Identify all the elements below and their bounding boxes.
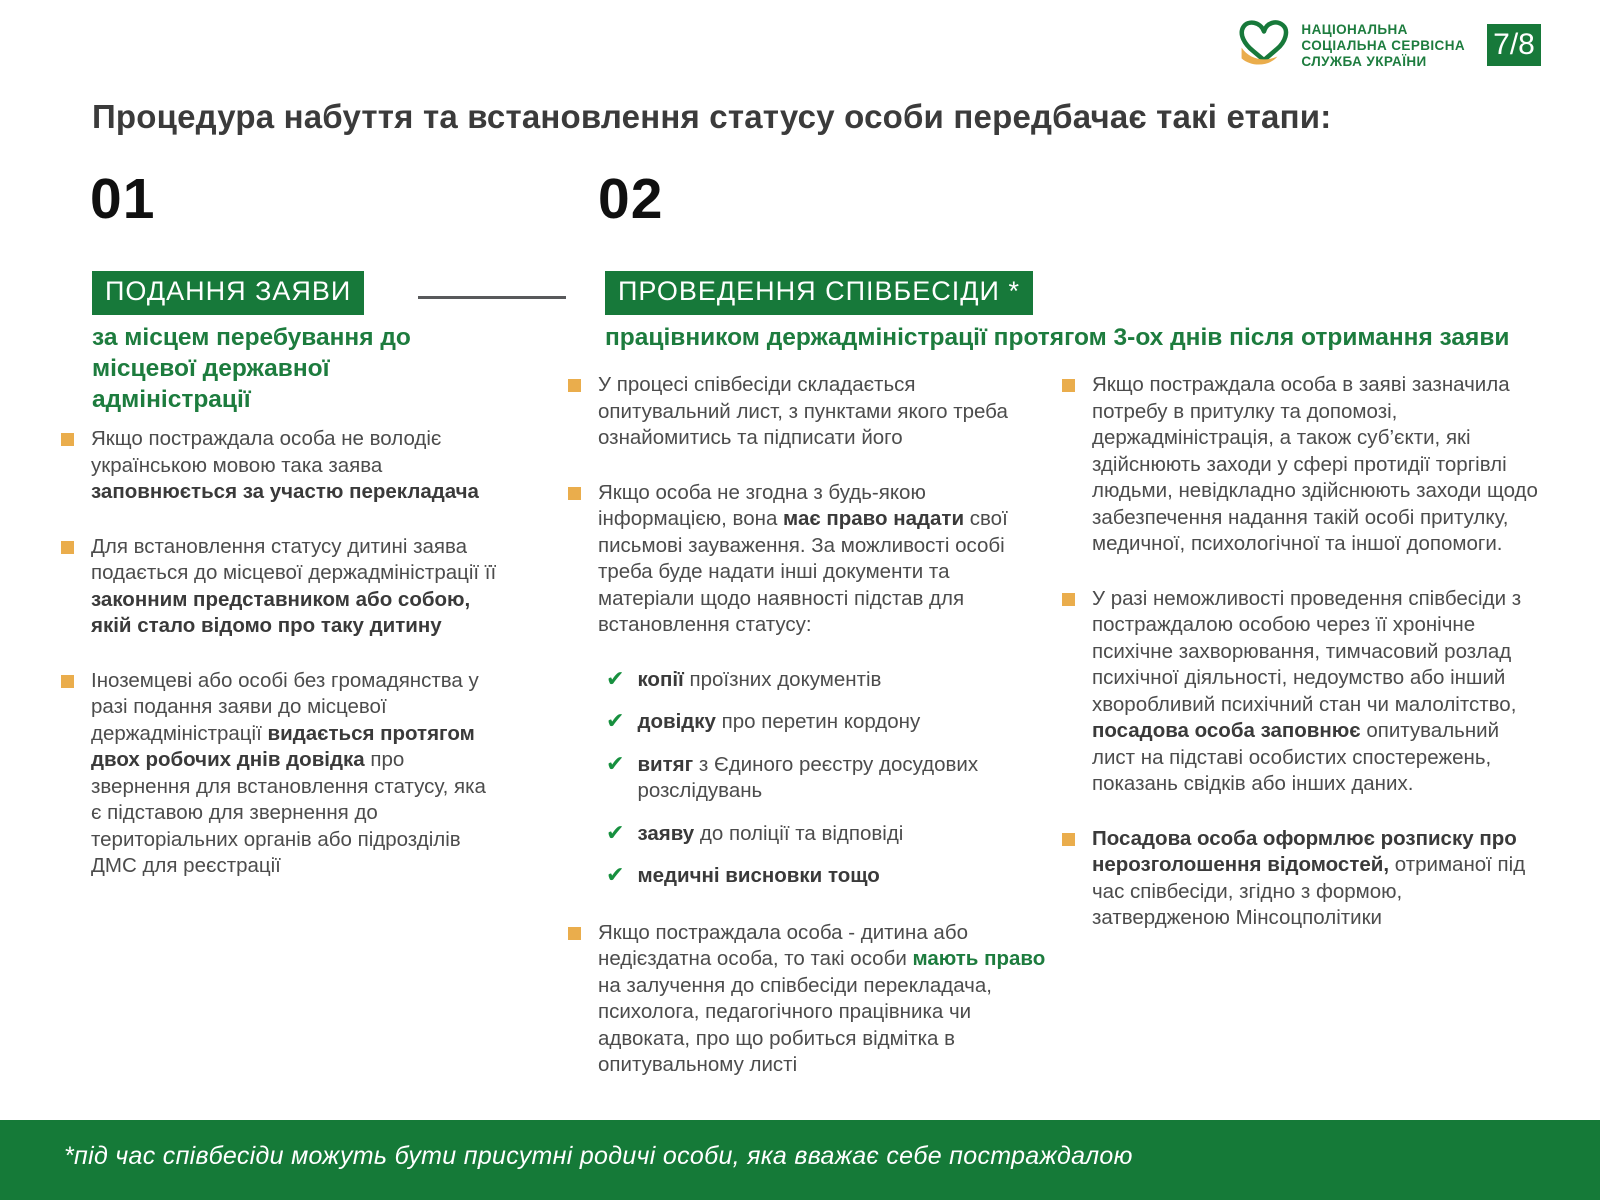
slide-title: Процедура набуття та встановлення статусу особи передбачає такі етапи:: [92, 98, 1332, 135]
step-02-col1-bullet-list: [568, 372, 1050, 639]
checklist-item: [606, 667, 1050, 694]
bullet-item: [568, 920, 1050, 1079]
brand-name: [1301, 22, 1465, 70]
step-01-bullet-list: [61, 426, 501, 908]
square-bullet-icon: [568, 487, 581, 500]
bullet-text: Якщо постраждала особа не володіє українською мовою така заява заповнюється за участю перекладача: [91, 427, 479, 503]
square-bullet-icon: [61, 433, 74, 446]
square-bullet-icon: [1062, 593, 1075, 606]
bullet-text: заяву до поліції та відповіді: [637, 821, 904, 845]
bullet-text: Якщо постраждала особа в заяві зазначила потребу в притулку та допомозі, держадміністрація, а також суб’єкти, які здійснюють заходи у сфері протидії торгівлі людьми, невідкладно здійснюють заходи щодо забезпечення надання такій особі притулку, медичної, психологічної та іншої допомоги.: [1092, 373, 1538, 555]
check-icon: ✔: [606, 863, 625, 888]
bullet-item: [568, 480, 1050, 639]
checklist-item: [606, 709, 1050, 736]
footnote: *під час співбесіди можуть бути присутні родичі особи, яка вважає себе постраждалою: [64, 1142, 1133, 1170]
bullet-text: Посадова особа оформлює розписку про нерозголошення відомостей, отриманої під час співбесіди, згідно з формою, затвердженою Мінсоцполітики: [1092, 826, 1526, 929]
bullet-text: довідку про перетин кордону: [637, 710, 921, 733]
brand-block: [1237, 14, 1541, 75]
check-icon: ✔: [606, 666, 625, 692]
step-02-subtitle: працівником держадміністрації протягом 3-ох днів після отримання заяви: [605, 324, 1510, 351]
square-bullet-icon: [1062, 833, 1075, 846]
check-icon: ✔: [606, 709, 625, 734]
page-number-badge: 7/8: [1487, 24, 1541, 66]
square-bullet-icon: [1062, 379, 1075, 392]
step-02-number: 02: [598, 167, 664, 231]
square-bullet-icon: [568, 927, 581, 940]
bullet-text: Для встановлення статусу дитині заява подається до місцевої держадміністрації її законним представником або собою, якій стало відомо про таку дитину: [91, 534, 497, 637]
bullet-item: [61, 668, 501, 880]
bullet-text: копії проїзних документів: [637, 667, 882, 691]
step-connector-line: [418, 296, 566, 299]
square-bullet-icon: [61, 675, 74, 688]
step-01-subtitle: за місцем перебування до місцевої державної адміністрації: [92, 324, 411, 413]
bullet-text: витяг з Єдиного реєстру досудових розслідувань: [637, 752, 979, 802]
bullet-item: [61, 426, 501, 506]
bullet-text: Якщо особа не згодна з будь-якою інформацією, вона має право надати свої письмові зауваження. За можливості особі треба буде надати інші документи та матеріали щодо наявності підстав для встановлення статусу:: [598, 480, 1008, 636]
bullet-item: [1062, 826, 1540, 932]
footer-bar: [0, 1120, 1600, 1200]
brand-name-line: НАЦІОНАЛЬНА: [1301, 22, 1408, 37]
check-icon: ✔: [606, 820, 625, 846]
square-bullet-icon: [568, 379, 581, 392]
step-02-checklist: [606, 667, 1050, 890]
bullet-text: Якщо постраждала особа - дитина або недієздатна особа, то такі особи мають право на залучення до співбесіди перекладача, психолога, педагогічного працівника чи адвоката, про що робиться відмітка в опитувальному листі: [598, 920, 1046, 1076]
check-icon: ✔: [606, 751, 625, 777]
step-01-number: 01: [90, 167, 156, 231]
bullet-item: [568, 372, 1050, 452]
bullet-item: [1062, 372, 1540, 558]
bullet-item: [1062, 586, 1540, 798]
step-02-label: ПРОВЕДЕННЯ СПІВБЕСІДИ *: [605, 271, 1033, 315]
square-bullet-icon: [61, 541, 74, 554]
heart-hand-logo-icon: [1237, 18, 1291, 75]
step-02-column-1: [568, 372, 1050, 1107]
brand-name-line: СОЦІАЛЬНА СЕРВІСНА: [1301, 38, 1465, 53]
checklist-item: [606, 752, 1050, 805]
checklist-item: [606, 821, 1050, 848]
checklist-item: [606, 863, 1050, 890]
brand-name-line: СЛУЖБА УКРАЇНИ: [1301, 54, 1427, 69]
bullet-text: Іноземцеві або особі без громадянства у разі подання заяви до місцевої держадміністрації видається протягом двох робочих днів довідка про звернення для встановлення статусу, яка є підставою для звернення до територіальних органів або підрозділів ДМС для реєстрації: [91, 668, 486, 877]
bullet-text: медичні висновки тощо: [637, 864, 880, 887]
step-01-label: ПОДАННЯ ЗАЯВИ: [92, 271, 364, 315]
bullet-text: У разі неможливості проведення співбесіди з постраждалою особою через її хронічне психічне захворювання, тимчасовий розлад психічної діяльності, недоумство або інший хворобливий психічний стан чи малолітство, посадова особа заповнює опитувальний лист на підставі особистих спостережень, показань свідків або інших даних.: [1092, 586, 1522, 795]
bullet-item: [61, 534, 501, 640]
step-02-column-2: [1062, 372, 1540, 960]
bullet-text: У процесі співбесіди складається опитувальний лист, з пунктами якого треба ознайомитись та підписати його: [598, 373, 1008, 449]
step-02-col1-bullet-list-after: [568, 920, 1050, 1079]
